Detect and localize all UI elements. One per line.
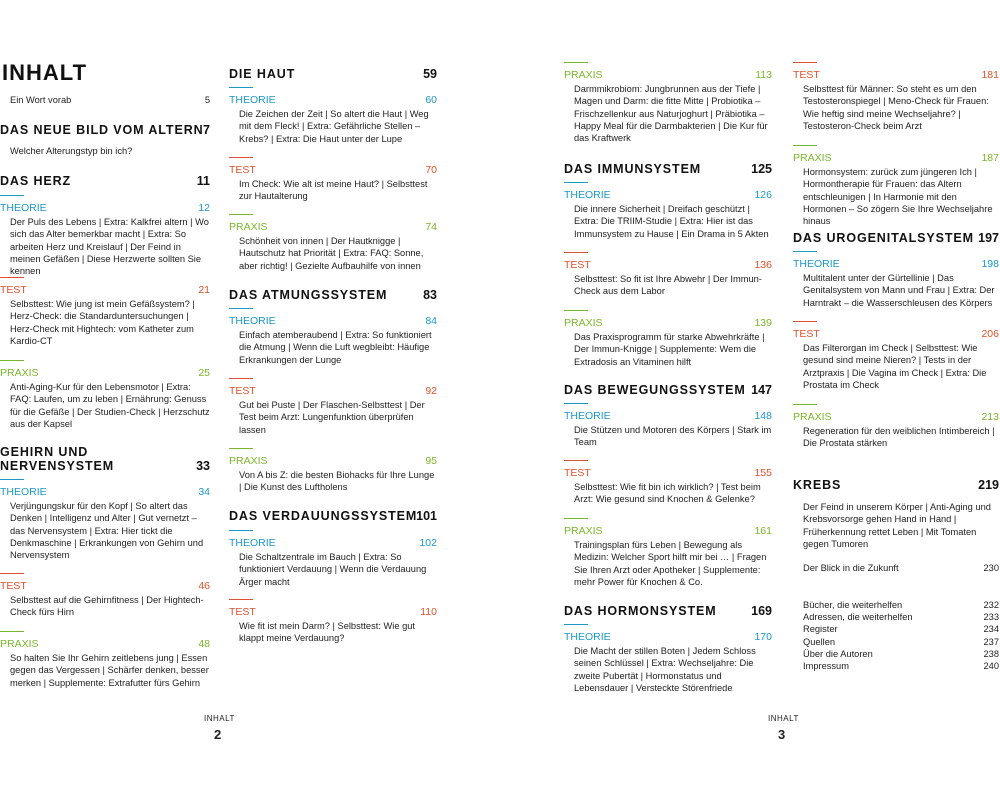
section-divider — [793, 251, 817, 252]
page-title: INHALT — [2, 60, 88, 85]
section-label: TEST — [0, 580, 27, 592]
toc-entry-register[interactable] — [803, 623, 999, 635]
section-text: Das Filterorgan im Check | Selbsttest: Wie gesund sind meine Nieren? | Tests in der Arztpraxis | Die Vagina im Check | Extra: Die Prostata im Check — [803, 343, 987, 390]
section-uro-test[interactable] — [793, 321, 999, 391]
entry-label: Ein Wort vorab — [10, 95, 72, 105]
section-divider — [564, 182, 588, 183]
chapter-atmung[interactable] — [229, 288, 437, 302]
chapter-page: 169 — [751, 604, 772, 618]
section-text: Im Check: Wie alt ist meine Haut? | Selbsttest zur Hautalterung — [239, 179, 428, 202]
section-page: 155 — [754, 467, 772, 479]
section-label: TEST — [793, 328, 820, 340]
section-text: Gut bei Puste | Der Flaschen-Selbsttest | Der Test beim Arzt: Lungenfunktion überprüfen lassen — [239, 400, 425, 435]
chapter-title: DAS UROGENITALSYSTEM — [793, 231, 974, 245]
section-page: 84 — [425, 315, 437, 327]
section-text: Verjüngungskur für den Kopf | So altert das Denken | Intelligenz und Alter | Gut vernetzt – das Nervensystem | Extra: Hier tickt die Denkmaschine | Erkrankungen von Gehirn und Nervensystem — [10, 501, 204, 561]
section-text: Das Praxisprogramm für starke Abwehrkräfte | Der Immun-Knigge | Supplemente: Wem die Extradosis an Vitaminen hilft — [574, 332, 765, 367]
section-divider — [564, 460, 588, 461]
section-herz-test[interactable] — [0, 277, 210, 347]
section-text: Die Macht der stillen Boten | Jedem Schloss seinen Schlüssel | Extra: Wechseljahre: Die zweite Pubertät | Hormonstatus und Lebensdauer | Versteckte Störenfriede — [574, 646, 756, 693]
chapter-page: 11 — [196, 174, 210, 188]
section-hormon-theorie[interactable] — [564, 624, 772, 694]
section-text: Der Feind in unserem Körper | Anti-Aging und Krebsvorsorge gehen Hand in Hand | Früherkennung rettet Leben | Mit Tomaten gegen Tumoren — [803, 502, 991, 549]
section-verdauung-theorie[interactable] — [229, 530, 437, 588]
section-divider — [229, 87, 253, 88]
toc-column-4 — [793, 0, 999, 800]
section-page: 148 — [754, 410, 772, 422]
page-number: 3 — [778, 727, 786, 742]
chapter-page: 101 — [416, 509, 437, 523]
chapter-krebs[interactable] — [793, 478, 999, 492]
entry-label: Adressen, die weiterhelfen — [803, 612, 913, 622]
entry-page: 234 — [983, 624, 999, 634]
toc-entry-wort-vorab[interactable] — [10, 94, 210, 106]
section-gehirn-theorie[interactable] — [0, 479, 210, 561]
section-krebs[interactable] — [793, 499, 999, 550]
section-divider — [793, 404, 817, 405]
section-divider — [229, 214, 253, 215]
toc-entry-buecher[interactable] — [803, 599, 999, 611]
section-herz-praxis[interactable] — [0, 360, 210, 430]
section-label: THEORIE — [564, 631, 611, 643]
section-text: Selbsttest für Männer: So steht es um den Testosteronspiegel | Meno-Check für Frauen: Wie heftig sind meine Wechseljahre? | Testosteron-Check beim Arzt — [803, 84, 989, 131]
section-haut-praxis[interactable] — [229, 214, 437, 272]
toc-entry-impressum[interactable] — [803, 660, 999, 672]
entry-label: Der Blick in die Zukunft — [803, 563, 899, 573]
section-page: 25 — [198, 367, 210, 379]
section-page: 48 — [198, 638, 210, 650]
section-label: THEORIE — [0, 486, 47, 498]
section-divider — [564, 310, 588, 311]
section-text: Die innere Sicherheit | Dreifach geschützt | Extra: Die TRIIM-Studie | Extra: Hier ist das Immunsystem zu Hause | Ein Drama in 5 Akten — [574, 204, 769, 239]
section-label: THEORIE — [229, 315, 276, 327]
section-text: Trainingsplan fürs Leben | Bewegung als Medizin: Welcher Sport hilft mir bei … | Fragen Sie Ihren Arzt oder Apotheker | Supplemente: mehr Power für Knochen & Co. — [574, 540, 767, 587]
section-divider — [229, 448, 253, 449]
chapter-bewegung[interactable] — [564, 383, 772, 397]
section-gehirn-test[interactable] — [0, 573, 210, 619]
chapter-page: 59 — [423, 67, 437, 81]
section-page: 46 — [198, 580, 210, 592]
toc-entry-autoren[interactable] — [803, 648, 999, 660]
section-text: Anti-Aging-Kur für den Lebensmotor | Extra: FAQ: Laufen, um zu leben | Ernährung: Genuss für die Gefäße | Der Studien-Check | Herzschutz aus der Kapsel — [10, 382, 210, 429]
section-page: 110 — [420, 606, 437, 618]
section-page: 12 — [198, 202, 210, 214]
section-page: 113 — [755, 69, 772, 81]
section-divider — [229, 308, 253, 309]
chapter-page: 33 — [196, 459, 210, 473]
toc-column-3 — [564, 0, 799, 800]
section-label: TEST — [229, 385, 256, 397]
section-label: PRAXIS — [564, 525, 603, 537]
chapter-title-line-2: NERVENSYSTEM — [0, 459, 115, 473]
section-divider — [793, 62, 817, 63]
entry-page: 238 — [983, 649, 999, 659]
section-verdauung-test[interactable] — [229, 599, 437, 645]
section-divider — [793, 145, 817, 146]
section-divider — [0, 277, 24, 278]
toc-entry-alterungstyp[interactable] — [10, 145, 210, 157]
section-page: 213 — [981, 411, 999, 423]
section-label: PRAXIS — [793, 152, 832, 164]
section-divider — [564, 518, 588, 519]
section-divider — [0, 573, 24, 574]
section-text: Darmmikrobiom: Jungbrunnen aus der Tiefe | Magen und Darm: die fitte Mitte | Probiotika – Frischzellenkur aus Naturjoghurt | Präbiotika – Happy Meal für die Darmbakterien | Die Kur für das Kraftwerk — [574, 84, 768, 144]
entry-page: 240 — [983, 661, 999, 671]
section-divider — [229, 530, 253, 531]
chapter-title: DAS HORMONSYSTEM — [564, 604, 717, 618]
section-label: PRAXIS — [564, 317, 603, 329]
section-label: TEST — [564, 259, 591, 271]
section-label: TEST — [0, 284, 27, 296]
chapter-gehirn[interactable] — [0, 445, 210, 473]
section-divider — [229, 378, 253, 379]
chapter-verdauung[interactable] — [229, 509, 437, 523]
section-uro-praxis[interactable] — [793, 404, 999, 450]
section-page: 198 — [981, 258, 999, 270]
section-label: THEORIE — [229, 94, 276, 106]
section-label: THEORIE — [229, 537, 276, 549]
entry-page: 5 — [204, 95, 210, 105]
section-page: 136 — [754, 259, 772, 271]
chapter-herz[interactable] — [0, 174, 210, 188]
entry-page: 232 — [983, 600, 999, 610]
section-text: Die Schaltzentrale im Bauch | Extra: So funktioniert Verdauung | Wenn die Verdauung Ärger macht — [239, 552, 427, 587]
section-immun-test[interactable] — [564, 252, 772, 298]
section-page: 92 — [425, 385, 437, 397]
chapter-title: DIE HAUT — [229, 67, 296, 81]
section-atmung-theorie[interactable] — [229, 308, 437, 366]
entry-label: Welcher Alterungstyp bin ich? — [10, 146, 133, 156]
section-text: Selbsttest: Wie jung ist mein Gefäßsystem? | Herz-Check: die Standarduntersuchungen | Herz-Check mit Hightech: vom Katheter zum Kardio-CT — [10, 299, 195, 346]
section-uro-theorie[interactable] — [793, 251, 999, 309]
section-text: Selbsttest auf die Gehirnfitness | Der Hightech-Check fürs Hirn — [10, 595, 204, 618]
section-text: Von A bis Z: die besten Biohacks für Ihre Lunge | Die Kunst des Luftholens — [239, 470, 435, 493]
entry-page: 233 — [983, 612, 999, 622]
section-text: So halten Sie Ihr Gehirn zeitlebens jung | Essen gegen das Vergessen | Schärfer denken, besser merken | Supplemente: Extrafutter fürs Gehirn — [10, 653, 209, 688]
entry-label: Register — [803, 624, 838, 634]
entry-label: Über die Autoren — [803, 649, 873, 659]
section-text: Wie fit ist mein Darm? | Selbsttest: Wie gut klappt meine Verdauung? — [239, 621, 416, 644]
section-label: PRAXIS — [229, 221, 268, 233]
section-label: PRAXIS — [0, 367, 39, 379]
section-haut-theorie[interactable] — [229, 87, 437, 145]
chapter-uro[interactable] — [793, 231, 999, 245]
chapter-title: DAS ATMUNGSSYSTEM — [229, 288, 388, 302]
entry-label: Impressum — [803, 661, 849, 671]
section-divider — [564, 403, 588, 404]
section-text: Regeneration für den weiblichen Intimbereich | Die Prostata stärken — [803, 426, 995, 449]
section-herz-theorie[interactable] — [0, 195, 210, 277]
section-immun-theorie[interactable] — [564, 182, 772, 240]
toc-column-1 — [0, 0, 210, 800]
chapter-page: 7 — [203, 123, 210, 137]
chapter-title: DAS VERDAUUNGSSYSTEM — [229, 509, 418, 523]
section-page: 21 — [198, 284, 210, 296]
section-hormon-praxis[interactable] — [793, 145, 999, 227]
section-page: 102 — [419, 537, 437, 549]
section-label: PRAXIS — [793, 411, 832, 423]
section-bewegung-praxis[interactable] — [564, 518, 772, 588]
section-verdauung-praxis[interactable] — [564, 62, 772, 144]
section-label: THEORIE — [793, 258, 840, 270]
section-label: THEORIE — [0, 202, 47, 214]
chapter-title: DAS BEWEGUNGSSYSTEM — [564, 383, 746, 397]
section-bewegung-test[interactable] — [564, 460, 772, 506]
section-divider — [793, 321, 817, 322]
chapter-page: 219 — [978, 478, 999, 492]
section-page: 206 — [981, 328, 999, 340]
chapter-haut[interactable] — [229, 67, 437, 81]
section-label: PRAXIS — [564, 69, 603, 81]
section-text: Die Zeichen der Zeit | So altert die Haut | Weg mit dem Fleck! | Extra: Gefährliche Stellen – Krebs? | Extra: Die Haut unter der Lupe — [239, 109, 429, 144]
section-label: TEST — [793, 69, 820, 81]
section-divider — [564, 62, 588, 63]
section-divider — [0, 360, 24, 361]
toc-entry-quellen[interactable] — [803, 636, 999, 648]
section-immun-praxis[interactable] — [564, 310, 772, 368]
section-atmung-test[interactable] — [229, 378, 437, 436]
section-page: 74 — [425, 221, 437, 233]
chapter-page: 83 — [423, 288, 437, 302]
entry-page: 237 — [983, 637, 999, 647]
toc-entry-blick[interactable] — [803, 562, 999, 574]
chapter-hormon[interactable] — [564, 604, 772, 618]
section-page: 139 — [754, 317, 772, 329]
chapter-page: 197 — [978, 231, 999, 245]
section-divider — [0, 631, 24, 632]
section-atmung-praxis[interactable] — [229, 448, 437, 494]
section-divider — [564, 624, 588, 625]
chapter-neues-bild[interactable] — [0, 123, 210, 137]
section-text: Multitalent unter der Gürtellinie | Das Genitalsystem von Mann und Frau | Extra: Der Harntrakt – die Wasserschleusen des Körpers — [803, 273, 995, 308]
section-gehirn-praxis[interactable] — [0, 631, 210, 689]
chapter-page: 147 — [751, 383, 772, 397]
section-haut-test[interactable] — [229, 157, 437, 203]
section-divider — [564, 252, 588, 253]
page-number: 2 — [214, 727, 222, 742]
section-label: TEST — [229, 164, 256, 176]
footer-left — [204, 714, 235, 742]
entry-label: Quellen — [803, 637, 836, 647]
footer-label: INHALT — [768, 714, 799, 723]
section-page: 126 — [754, 189, 772, 201]
section-text: Selbsttest: Wie fit bin ich wirklich? | Test beim Arzt: Wie gesund sind Knochen & Gelenke? — [574, 482, 761, 505]
section-page: 161 — [754, 525, 772, 537]
section-text: Einfach atemberaubend | Extra: So funktioniert die Atmung | Wenn die Luft wegbleibt: Häufige Erkrankungen der Lunge — [239, 330, 432, 365]
section-page: 170 — [754, 631, 772, 643]
section-divider — [0, 195, 24, 196]
chapter-title: KREBS — [793, 478, 842, 492]
chapter-immun[interactable] — [564, 162, 772, 176]
section-text: Der Puls des Lebens | Extra: Kalkfrei altern | Wo sich das Alter bemerkbar macht | Extra: So arbeiten Herz und Kreislauf | Der Feind in meinen Gefäßen | Diese Herzwerte sollten Sie kennen — [10, 217, 209, 277]
section-divider — [0, 479, 24, 480]
chapter-title: DAS IMMUNSYSTEM — [564, 162, 702, 176]
toc-entry-adressen[interactable] — [803, 611, 999, 623]
section-page: 70 — [425, 164, 437, 176]
section-page: 181 — [981, 69, 999, 81]
section-label: PRAXIS — [229, 455, 268, 467]
section-text: Schönheit von innen | Der Hautknigge | Hautschutz hat Priorität | Extra: FAQ: Sonne, aber richtig! | Gezielte Aufbauhilfe von innen — [239, 236, 424, 271]
section-divider — [229, 157, 253, 158]
section-page: 95 — [425, 455, 437, 467]
section-label: THEORIE — [564, 410, 611, 422]
section-bewegung-theorie[interactable] — [564, 403, 772, 449]
section-text: Hormonsystem: zurück zum jüngeren Ich | Hormontherapie für Frauen: das Altern entschleunigen | In Harmonie mit den Hormonen – So zögern Sie Ihre Wechseljahre hinaus — [803, 167, 993, 227]
footer-label: INHALT — [204, 714, 235, 723]
section-text: Selbsttest: So fit ist Ihre Abwehr | Der Immun-Check aus dem Labor — [574, 274, 762, 297]
entry-page: 230 — [983, 563, 999, 573]
section-page: 187 — [981, 152, 999, 164]
section-text: Die Stützen und Motoren des Körpers | Stark im Team — [574, 425, 772, 448]
chapter-title: DAS NEUE BILD VOM ALTERN — [0, 123, 204, 137]
chapter-title: DAS HERZ — [0, 174, 72, 188]
chapter-page: 125 — [751, 162, 772, 176]
section-page: 60 — [425, 94, 437, 106]
section-page: 34 — [198, 486, 210, 498]
chapter-title-line-1: GEHIRN UND — [0, 445, 89, 459]
section-label: THEORIE — [564, 189, 611, 201]
section-hormon-test[interactable] — [793, 62, 999, 132]
section-divider — [229, 599, 253, 600]
entry-label: Bücher, die weiterhelfen — [803, 600, 903, 610]
section-label: PRAXIS — [0, 638, 39, 650]
section-label: TEST — [229, 606, 256, 618]
section-label: TEST — [564, 467, 591, 479]
